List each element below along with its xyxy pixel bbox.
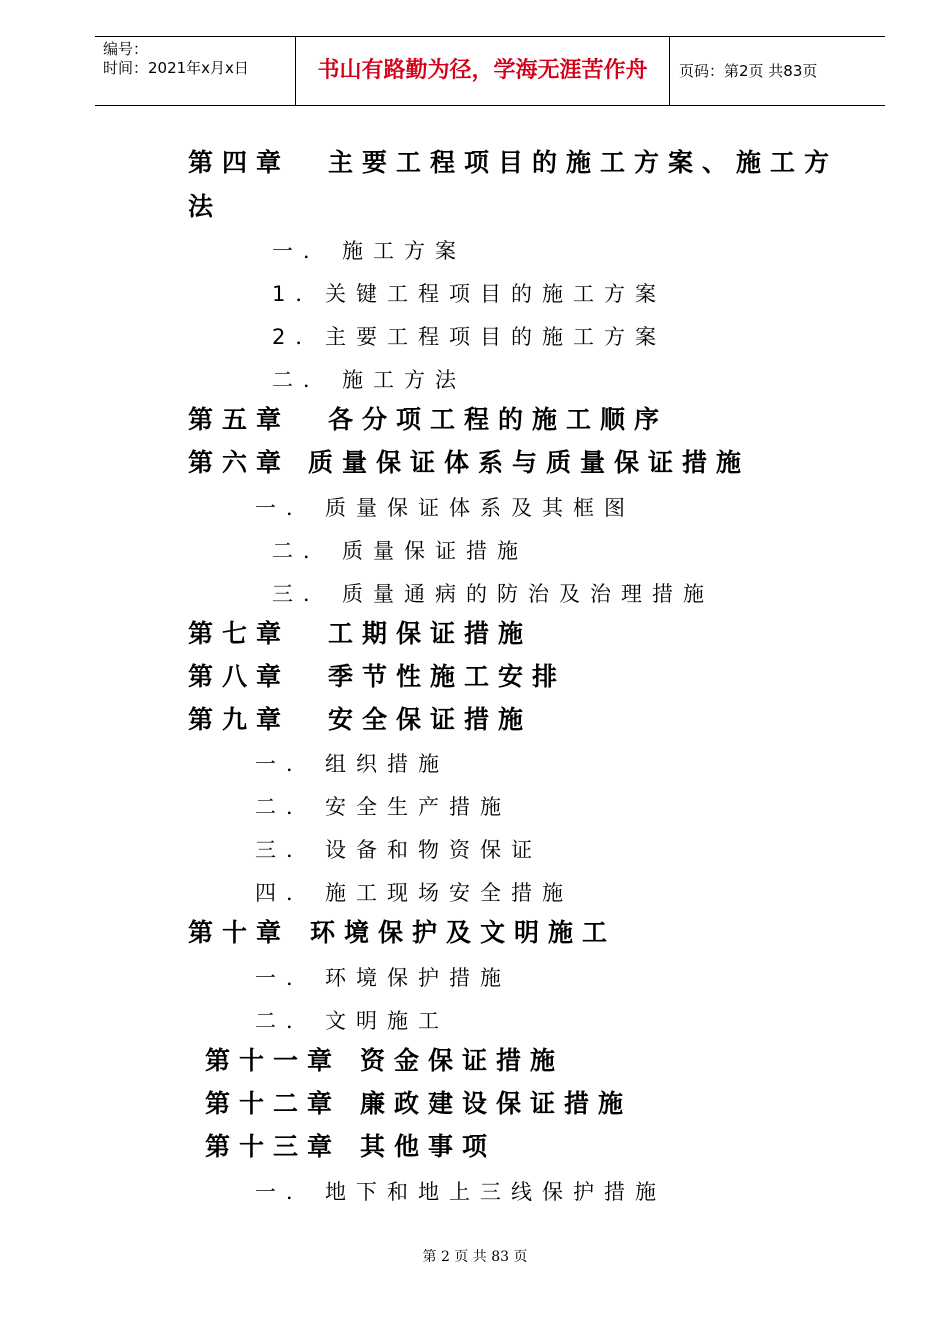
toc-section-13-1 — [255, 1179, 666, 1205]
toc-chapter-13 — [205, 1132, 496, 1162]
chapter-number: 第九章 — [188, 705, 291, 734]
section-title: 地下和地上三线保护措施 — [325, 1180, 666, 1204]
section-title: 设备和物资保证 — [325, 838, 542, 862]
section-marker: 二． — [272, 368, 334, 392]
chapter-number: 第十一章 — [205, 1046, 342, 1075]
header-motto-cell — [295, 37, 670, 105]
item-marker: 1． — [272, 282, 327, 306]
header-meta-cell — [95, 37, 295, 105]
chapter-number: 第四章 — [188, 148, 291, 177]
toc-section-6-3 — [272, 581, 714, 607]
section-title: 施工方法 — [342, 368, 466, 392]
chapter-title: 资金保证措施 — [360, 1046, 565, 1075]
toc-chapter-12 — [205, 1089, 632, 1119]
toc-chapter-4-continuation — [188, 192, 222, 222]
toc-chapter-6 — [188, 448, 750, 478]
section-marker: 一． — [255, 966, 317, 990]
time-label: 时间：2021年x月x日 — [103, 59, 249, 77]
toc-section-9-2 — [255, 794, 511, 820]
section-title: 文明施工 — [325, 1009, 449, 1033]
page-footer: 第 2 页 共 83 页 — [422, 1249, 528, 1265]
toc-section-6-2 — [272, 538, 528, 564]
toc-chapter-10 — [188, 918, 616, 948]
chapter-title-continuation: 法 — [188, 192, 223, 221]
chapter-title: 环境保护及文明施工 — [310, 918, 617, 947]
chapter-title: 其他事项 — [360, 1132, 497, 1161]
section-marker: 一． — [255, 752, 317, 776]
section-marker: 二． — [272, 539, 334, 563]
toc-item-4-1-1 — [272, 281, 666, 307]
toc-chapter-7 — [188, 619, 532, 649]
section-title: 施工方案 — [342, 239, 466, 263]
section-title: 质量保证体系及其框图 — [325, 496, 635, 520]
section-marker: 二． — [255, 795, 317, 819]
serial-number-label: 编号： — [103, 40, 149, 58]
toc-section-10-1 — [255, 965, 511, 991]
chapter-title: 质量保证体系与质量保证措施 — [308, 448, 751, 477]
chapter-title: 廉政建设保证措施 — [360, 1089, 633, 1118]
chapter-title: 主要工程项目的施工方案、施工方 — [328, 148, 839, 177]
toc-section-4-1 — [272, 238, 466, 264]
page-info: 页码：第2页 共83页 — [679, 62, 818, 80]
toc-section-9-3 — [255, 837, 542, 863]
toc-section-4-2 — [272, 367, 466, 393]
toc-chapter-4 — [188, 148, 838, 178]
toc-chapter-11 — [205, 1046, 564, 1076]
section-marker: 一． — [255, 1180, 317, 1204]
chapter-number: 第六章 — [188, 448, 291, 477]
section-title: 施工现场安全措施 — [325, 881, 573, 905]
section-title: 质量通病的防治及治理措施 — [342, 582, 714, 606]
chapter-title: 工期保证措施 — [328, 619, 533, 648]
toc-chapter-8 — [188, 662, 566, 692]
chapter-number: 第七章 — [188, 619, 291, 648]
toc-section-9-4 — [255, 880, 573, 906]
section-marker: 二． — [255, 1009, 317, 1033]
chapter-number: 第十三章 — [205, 1132, 342, 1161]
header-page-cell — [669, 37, 885, 105]
section-marker: 一． — [255, 496, 317, 520]
motto-text: 书山有路勤为径，学海无涯苦作舟 — [317, 58, 648, 83]
chapter-title: 各分项工程的施工顺序 — [328, 405, 669, 434]
section-marker: 三． — [272, 582, 334, 606]
section-title: 组织措施 — [325, 752, 449, 776]
chapter-number: 第五章 — [188, 405, 291, 434]
item-title: 关键工程项目的施工方案 — [325, 282, 666, 306]
chapter-number: 第十章 — [188, 918, 291, 947]
toc-section-9-1 — [255, 751, 449, 777]
toc-section-10-2 — [255, 1008, 449, 1034]
item-title: 主要工程项目的施工方案 — [325, 325, 666, 349]
toc-item-4-1-2 — [272, 324, 666, 350]
item-marker: 2． — [272, 325, 327, 349]
section-title: 环境保护措施 — [325, 966, 511, 990]
chapter-title: 安全保证措施 — [328, 705, 533, 734]
section-marker: 三． — [255, 838, 317, 862]
toc-chapter-9 — [188, 705, 532, 735]
toc-section-6-1 — [255, 495, 635, 521]
section-marker: 四． — [255, 881, 317, 905]
section-title: 质量保证措施 — [342, 539, 528, 563]
chapter-number: 第八章 — [188, 662, 291, 691]
chapter-title: 季节性施工安排 — [328, 662, 567, 691]
chapter-number: 第十二章 — [205, 1089, 342, 1118]
section-title: 安全生产措施 — [325, 795, 511, 819]
section-marker: 一． — [272, 239, 334, 263]
toc-chapter-5 — [188, 405, 668, 435]
document-header — [95, 36, 885, 106]
